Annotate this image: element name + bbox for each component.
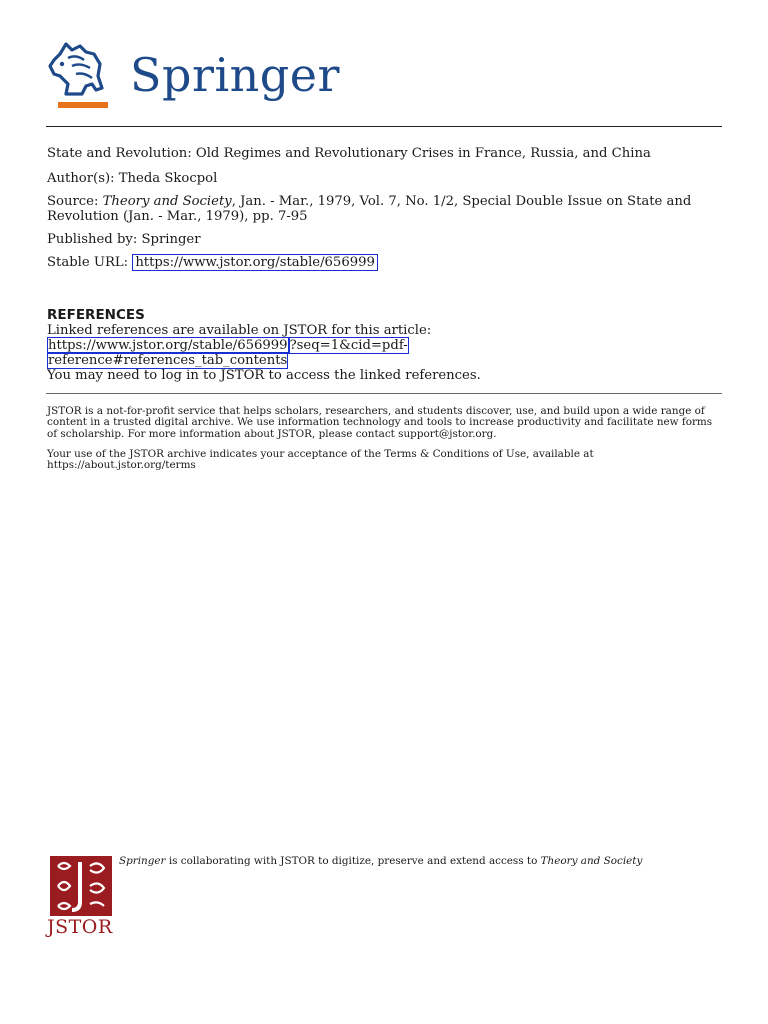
- references-url-line2: [47, 353, 717, 368]
- collab-text: is collaborating with JSTOR to digitize, preserve and extend access to: [165, 855, 541, 867]
- published-label: Published by:: [47, 232, 138, 247]
- article-title: State and Revolution: Old Regimes and Revolutionary Crises in France, Russia, and China: [47, 146, 651, 161]
- source-journal: Theory and Society: [102, 194, 232, 209]
- authors-label: Author(s):: [47, 171, 115, 186]
- stable-url-label: Stable URL:: [47, 255, 129, 270]
- source-details: , Jan. - Mar., 1979, Vol. 7, No. 1/2, Special Double Issue on State and Revolution (Jan. - Mar., 1979), pp. 7-95: [47, 194, 692, 224]
- references-section: [47, 308, 717, 383]
- references-login-note: You may need to log in to JSTOR to access the linked references.: [47, 368, 481, 383]
- collaboration-note: [119, 856, 679, 867]
- authors-value: Theda Skocpol: [118, 171, 218, 186]
- source-line: [47, 194, 717, 224]
- jstor-notice: [47, 406, 721, 480]
- references-link-part1[interactable]: https://www.jstor.org/stable/656999: [48, 338, 288, 353]
- references-intro: Linked references are available on JSTOR for this article:: [47, 323, 432, 338]
- references-link-part3[interactable]: reference#references_tab_contents: [48, 353, 288, 368]
- springer-logo: [46, 40, 366, 112]
- footer: [47, 852, 727, 942]
- stable-url-line: [47, 255, 717, 270]
- published-line: [47, 232, 717, 247]
- collab-journal: Theory and Society: [540, 855, 643, 867]
- jstor-logo-icon: [50, 856, 112, 916]
- article-metadata: [47, 146, 717, 278]
- jstor-notice-paragraph-1: JSTOR is a not-for-profit service that helps scholars, researchers, and students discover, use, and build upon a wide range of content in a trusted digital archive. We use information technology and tools to increase productivity and facilitate new forms of scholarship. For more information about JSTOR, please contact support@jstor.org.: [47, 405, 713, 440]
- springer-horse-icon: [46, 40, 112, 112]
- references-url-line1: [47, 338, 717, 353]
- collab-publisher: Springer: [119, 855, 166, 867]
- jstor-wordmark: JSTOR: [47, 916, 113, 938]
- references-divider: [46, 393, 722, 394]
- stable-url-link[interactable]: https://www.jstor.org/stable/656999: [132, 254, 378, 271]
- published-value: Springer: [141, 232, 201, 247]
- references-link-part2[interactable]: ?seq=1&cid=pdf-: [289, 338, 408, 353]
- header-divider: [46, 126, 722, 127]
- references-heading: REFERENCES: [47, 307, 145, 323]
- jstor-notice-paragraph-2: Your use of the JSTOR archive indicates your acceptance of the Terms & Conditions of Use, available at https://about.jstor.org/terms: [47, 447, 594, 472]
- authors-line: [47, 171, 717, 186]
- springer-wordmark: Springer: [130, 48, 340, 102]
- source-label: Source:: [47, 194, 99, 209]
